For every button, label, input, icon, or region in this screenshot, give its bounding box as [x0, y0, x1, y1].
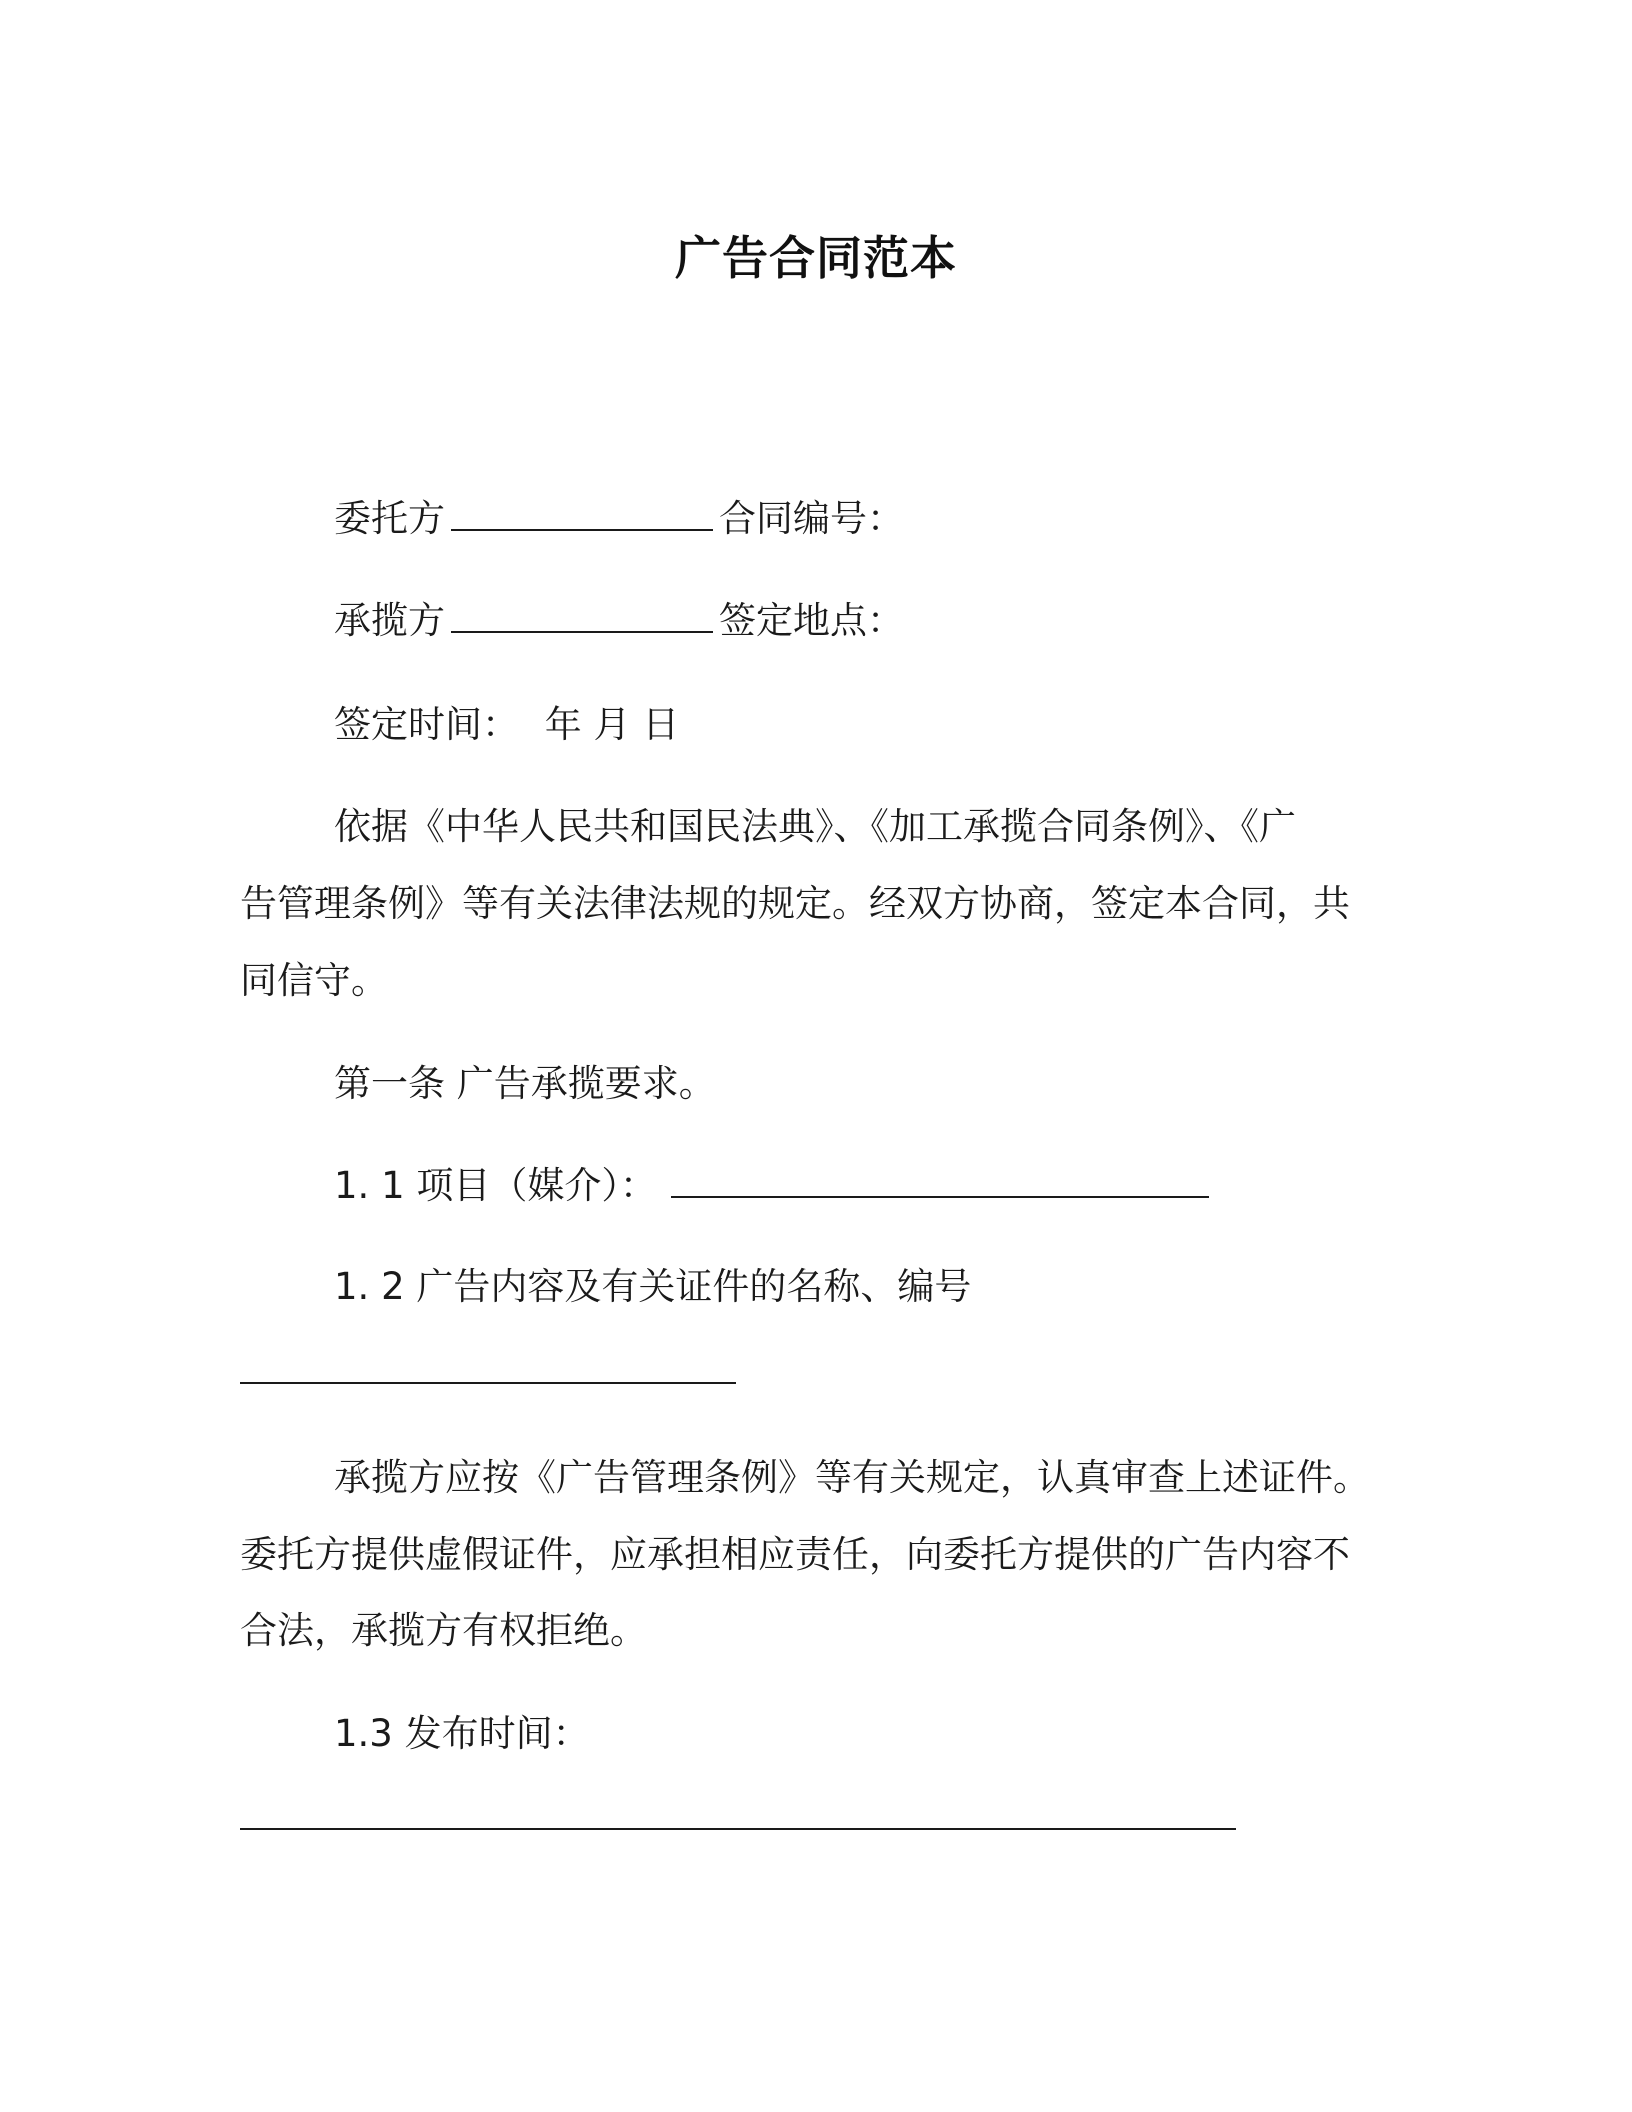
contractor-field-row: [334, 597, 904, 644]
item-1-3-label: 1.3 发布时间：: [334, 1712, 590, 1755]
article1-heading: 第一条 广告承揽要求。: [334, 1062, 716, 1105]
contractor-label: 承揽方: [334, 599, 445, 642]
review-line-2: 委托方提供虚假证件，应承担相应责任，向委托方提供的广告内容不: [240, 1533, 1350, 1576]
contractor-blank[interactable]: [451, 597, 713, 633]
preamble-line-1: 依据《中华人民共和国民法典》、《加工承揽合同条例》、《广: [334, 805, 1296, 848]
item-1-3-blank[interactable]: [240, 1828, 1236, 1830]
sign-date: 年 月 日: [544, 703, 680, 746]
client-field-row: [334, 495, 904, 542]
sign-place-label: 签定地点：: [719, 599, 904, 642]
sign-time-row: [334, 702, 679, 748]
item-1-2-label: 1. 2 广告内容及有关证件的名称、编号: [334, 1265, 972, 1308]
client-blank[interactable]: [451, 495, 713, 531]
review-line-1: 承揽方应按《广告管理条例》等有关规定，认真审查上述证件。: [334, 1456, 1370, 1499]
client-label: 委托方: [334, 497, 445, 540]
sign-time-label: 签定时间：: [334, 703, 519, 746]
item-1-1-label: 1. 1 项目（媒介）：: [334, 1164, 657, 1207]
item-1-1-row: [334, 1162, 1215, 1209]
preamble-line-2: 告管理条例》等有关法律法规的规定。经双方协商，签定本合同，共: [240, 882, 1350, 925]
document-title: 广告合同范本: [675, 231, 957, 285]
item-1-2-blank[interactable]: [240, 1382, 736, 1384]
item-1-1-blank[interactable]: [671, 1162, 1209, 1198]
contract-no-label: 合同编号：: [719, 497, 904, 540]
preamble-line-3: 同信守。: [240, 959, 388, 1002]
review-line-3: 合法，承揽方有权拒绝。: [240, 1609, 647, 1652]
